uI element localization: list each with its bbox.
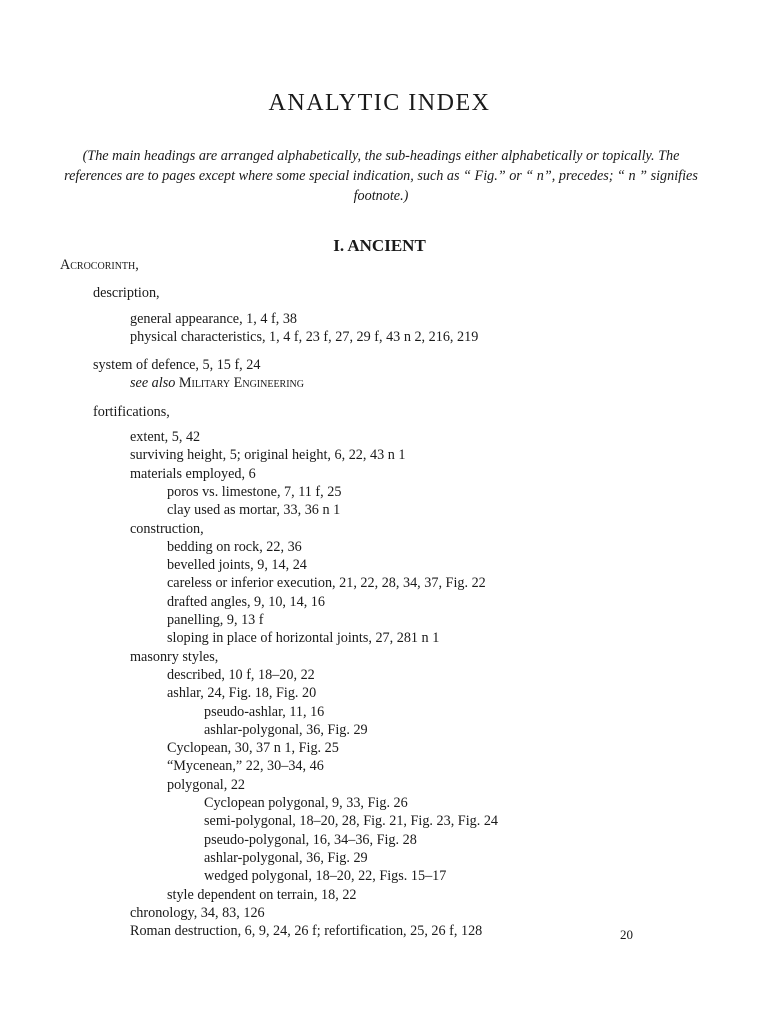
index-main-heading: Acrocorinth,	[60, 257, 139, 273]
index-entry: bedding on rock, 22, 36	[167, 538, 302, 555]
index-entry: clay used as mortar, 33, 36 n 1	[167, 502, 341, 519]
index-entry: bevelled joints, 9, 14, 24	[167, 557, 307, 574]
index-entry: pseudo-polygonal, 16, 34–36, Fig. 28	[204, 831, 417, 848]
index-entry: fortifications,	[93, 403, 170, 420]
cross-reference: Military Engineering	[178, 375, 304, 392]
index-entry: ashlar, 24, Fig. 18, Fig. 20	[167, 685, 317, 702]
index-entry: drafted angles, 9, 10, 14, 16	[167, 593, 325, 610]
index-entry: careless or inferior execution, 21, 22, 28, 34, 37, Fig. 22	[167, 575, 486, 592]
page-number: 20	[620, 927, 633, 942]
index-entry: chronology, 34, 83, 126	[130, 904, 265, 921]
index-entry: ashlar-polygonal, 36, Fig. 29	[204, 721, 368, 738]
index-entry: wedged polygonal, 18–20, 22, Figs. 15–17	[204, 868, 447, 885]
index-entry: physical characteristics, 1, 4 f, 23 f, 27, 29 f, 43 n 2, 216, 219	[130, 328, 479, 345]
section-heading: I. ANCIENT	[333, 236, 426, 255]
index-entry: masonry styles,	[130, 648, 219, 665]
index-entries	[0, 256, 759, 940]
index-entry: ashlar-polygonal, 36, Fig. 29	[204, 849, 368, 866]
index-entry	[0, 374, 759, 392]
index-entry: poros vs. limestone, 7, 11 f, 25	[167, 483, 342, 500]
index-entry: semi-polygonal, 18–20, 28, Fig. 21, Fig. 23, Fig. 24	[204, 813, 499, 830]
index-entry: Cyclopean polygonal, 9, 33, Fig. 26	[204, 795, 408, 812]
intro-note: (The main headings are arranged alphabetically, the sub-headings either alphabetically or topically. The references are to pages except where some special indication, such as “ Fig.” or “ n”, precedes; “ n ” signifies footnote.)	[64, 148, 698, 204]
index-entry: polygonal, 22	[167, 776, 246, 793]
index-entry: system of defence, 5, 15 f, 24	[93, 357, 261, 374]
index-entry: materials employed, 6	[130, 465, 256, 482]
index-entry: description,	[93, 285, 160, 302]
index-entry: pseudo-ashlar, 11, 16	[204, 703, 325, 720]
page-title: ANALYTIC INDEX	[268, 90, 491, 116]
index-entry: general appearance, 1, 4 f, 38	[130, 310, 298, 327]
index-entry: extent, 5, 42	[130, 429, 201, 446]
index-entry: “Mycenean,” 22, 30–34, 46	[167, 758, 324, 775]
index-entry: style dependent on terrain, 18, 22	[167, 886, 357, 903]
index-entry: panelling, 9, 13 f	[167, 612, 264, 629]
index-entry: sloping in place of horizontal joints, 27, 281 n 1	[167, 630, 440, 647]
index-entry: Cyclopean, 30, 37 n 1, Fig. 25	[167, 740, 339, 757]
index-entry: described, 10 f, 18–20, 22	[167, 666, 315, 683]
see-also-label: see also	[130, 375, 176, 392]
index-entry: surviving height, 5; original height, 6, 22, 43 n 1	[130, 447, 406, 464]
index-entry: construction,	[130, 520, 204, 537]
index-entry: Roman destruction, 6, 9, 24, 26 f; refortification, 25, 26 f, 128	[130, 923, 483, 940]
